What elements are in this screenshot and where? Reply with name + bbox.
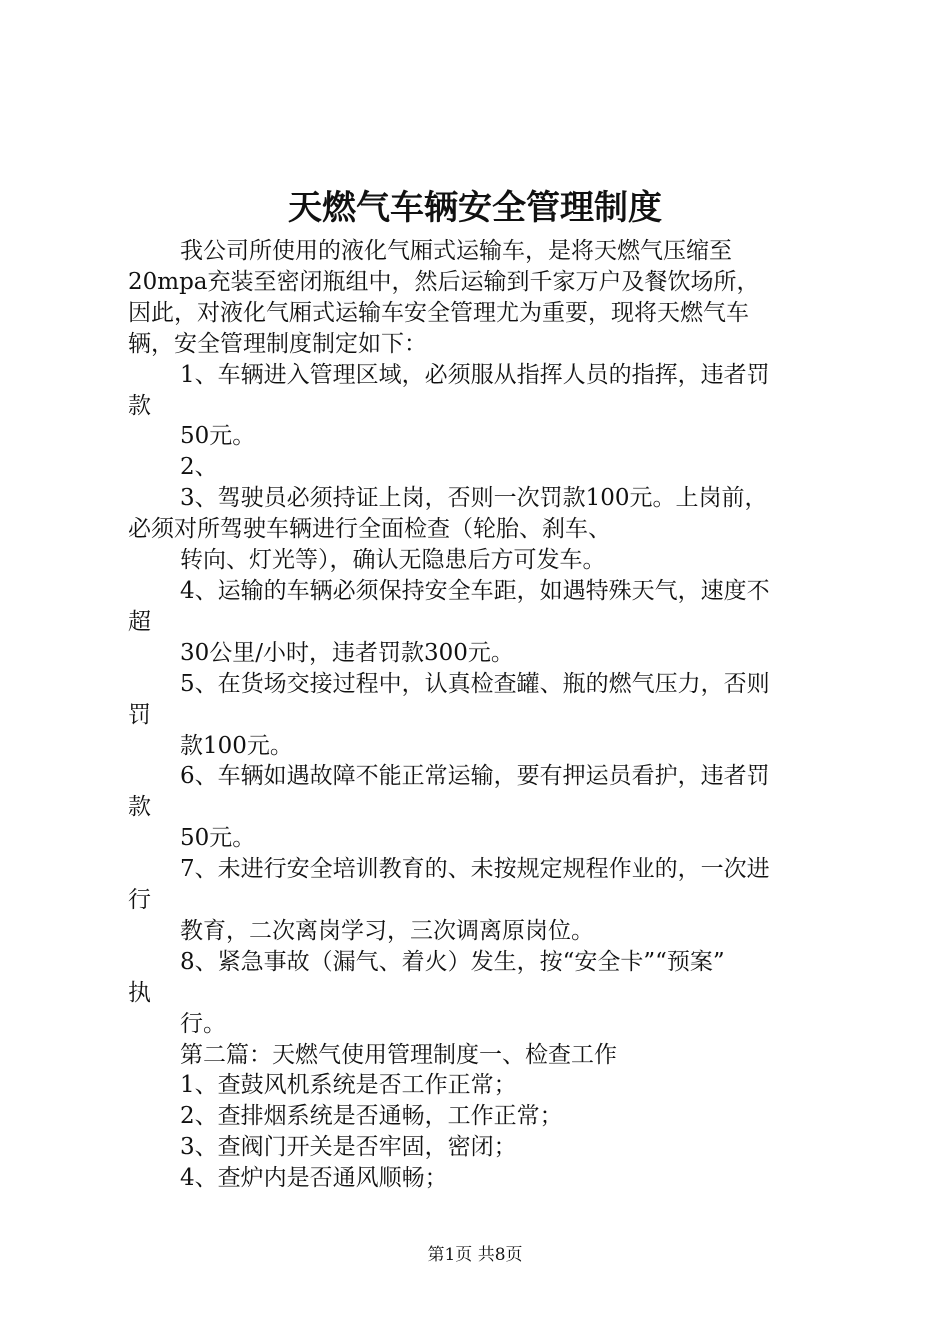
body-line: 辆，安全管理制度制定如下：	[128, 330, 427, 357]
body-line: 50元。	[180, 825, 256, 852]
body-line: 4、运输的车辆必须保持安全车距，如遇特殊天气，速度不	[180, 577, 770, 604]
body-line: 执	[128, 979, 151, 1006]
body-line: 超	[128, 608, 151, 635]
document-body	[128, 236, 832, 1194]
body-line: 款	[128, 392, 151, 419]
body-line: 行。	[180, 1010, 226, 1037]
body-line: 5、在货场交接过程中，认真检查罐、瓶的燃气压力，否则	[180, 670, 770, 697]
body-line: 罚	[128, 701, 151, 728]
page-footer: 第1页 共8页	[427, 1245, 523, 1265]
document-title: 天燃气车辆安全管理制度	[288, 188, 662, 228]
body-line: 4、查炉内是否通风顺畅；	[180, 1165, 448, 1192]
body-line: 因此，对液化气厢式运输车安全管理尤为重要，现将天燃气车	[128, 299, 749, 326]
body-line: 1、车辆进入管理区域，必须服从指挥人员的指挥，违者罚	[180, 361, 770, 388]
body-line: 2、查排烟系统是否通畅，工作正常；	[180, 1103, 563, 1130]
section-heading: 第二篇：天燃气使用管理制度一、检查工作	[180, 1041, 617, 1068]
body-line: 8、紧急事故（漏气、着火）发生，按“安全卡”“预案”	[180, 948, 725, 975]
body-line: 款	[128, 794, 151, 821]
body-line: 转向、灯光等），确认无隐患后方可发车。	[180, 547, 606, 574]
body-line: 3、查阀门开关是否牢固，密闭；	[180, 1134, 517, 1161]
body-line: 30公里/小时，违者罚款300元。	[180, 639, 514, 666]
body-line: 20mpa充装至密闭瓶组中，然后运输到千家万户及餐饮场所，	[128, 268, 760, 295]
body-line: 必须对所驾驶车辆进行全面检查（轮胎、刹车、	[128, 516, 611, 543]
body-line: 3、驾驶员必须持证上岗，否则一次罚款100元。上岗前，	[180, 485, 768, 512]
body-line: 行	[128, 887, 151, 914]
body-line: 2、	[180, 454, 218, 481]
body-line: 教育，二次离岗学习，三次调离原岗位。	[180, 917, 594, 944]
body-line: 1、查鼓风机系统是否工作正常；	[180, 1072, 517, 1099]
body-line: 50元。	[180, 423, 256, 450]
body-line: 款100元。	[180, 732, 293, 759]
body-line: 7、未进行安全培训教育的、未按规定规程作业的，一次进	[180, 856, 770, 883]
body-line: 我公司所使用的液化气厢式运输车，是将天燃气压缩至	[180, 238, 732, 264]
body-line: 6、车辆如遇故障不能正常运输，要有押运员看护，违者罚	[180, 763, 770, 790]
